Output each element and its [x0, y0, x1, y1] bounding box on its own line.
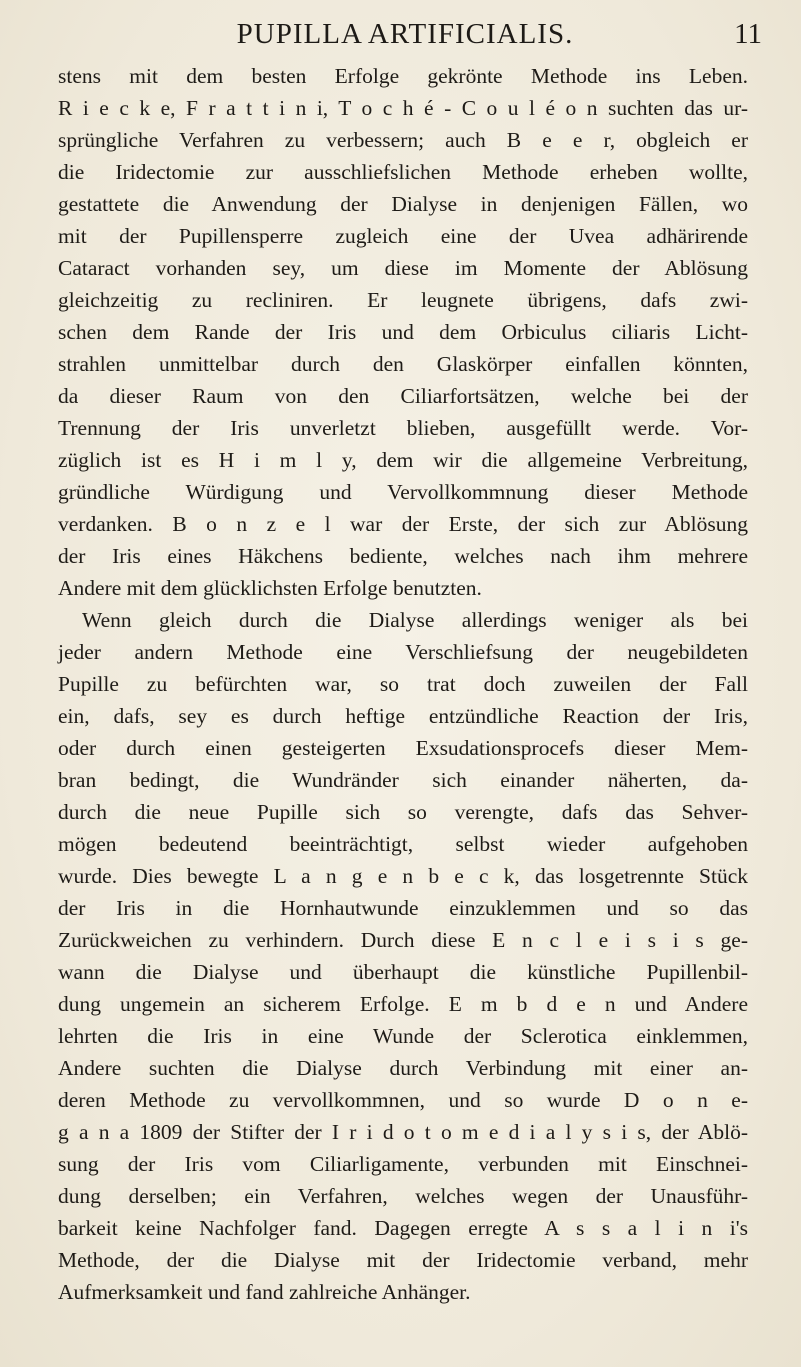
text-line: jeder andern Methode eine Verschliefsung der neugebildeten	[58, 640, 748, 664]
text-line: bran bedingt, die Wundränder sich einander näherten, da-	[58, 768, 748, 792]
text-line: der Iris in die Hornhautwunde einzuklemmen und so das	[58, 896, 748, 920]
text-line: Andere mit dem glücklichsten Erfolge benutzten.	[58, 576, 482, 600]
text-line: gestattete die Anwendung der Dialyse in denjenigen Fällen, wo	[58, 192, 748, 216]
text-line: dung ungemein an sicherem Erfolge. E m b d e n und Andere	[58, 992, 748, 1016]
text-line: sprüngliche Verfahren zu verbessern; auch B e e r, obgleich er	[58, 128, 748, 152]
body-text	[58, 60, 748, 1308]
text-line: gründliche Würdigung und Vervollkommnung dieser Methode	[58, 480, 748, 504]
text-line: schen dem Rande der Iris und dem Orbiculus ciliaris Licht-	[58, 320, 748, 344]
text-line: züglich ist es H i m l y, dem wir die allgemeine Verbreitung,	[58, 448, 748, 472]
text-line: mögen bedeutend beeinträchtigt, selbst wieder aufgehoben	[58, 832, 748, 856]
page-number: 11	[734, 18, 762, 50]
text-line: wann die Dialyse und überhaupt die künstliche Pupillenbil-	[58, 960, 748, 984]
text-line: wurde. Dies bewegte L a n g e n b e c k, das losgetrennte Stück	[58, 864, 748, 888]
text-line: mit der Pupillensperre zugleich eine der Uvea adhärirende	[58, 224, 748, 248]
text-line: barkeit keine Nachfolger fand. Dagegen erregte A s s a l i n i's	[58, 1216, 748, 1240]
text-line: Trennung der Iris unverletzt blieben, ausgefüllt werde. Vor-	[58, 416, 748, 440]
text-line: Pupille zu befürchten war, so trat doch zuweilen der Fall	[58, 672, 748, 696]
text-line: Aufmerksamkeit und fand zahlreiche Anhänger.	[58, 1280, 471, 1304]
text-line: dung derselben; ein Verfahren, welches wegen der Unausführ-	[58, 1184, 748, 1208]
text-line: gleichzeitig zu recliniren. Er leugnete übrigens, dafs zwi-	[58, 288, 748, 312]
text-line: ein, dafs, sey es durch heftige entzündliche Reaction der Iris,	[58, 704, 748, 728]
text-line: g a n a 1809 der Stifter der I r i d o t o m e d i a l y s i s, der Ablö-	[58, 1120, 748, 1144]
text-line: Wenn gleich durch die Dialyse allerdings weniger als bei	[82, 608, 748, 632]
text-line: oder durch einen gesteigerten Exsudationsprocefs dieser Mem-	[58, 736, 748, 760]
text-line: stens mit dem besten Erfolge gekrönte Methode ins Leben.	[58, 64, 748, 88]
text-line: deren Methode zu vervollkommnen, und so wurde D o n e-	[58, 1088, 748, 1112]
text-line: Zurückweichen zu verhindern. Durch diese E n c l e i s i s ge-	[58, 928, 748, 952]
text-line: lehrten die Iris in eine Wunde der Sclerotica einklemmen,	[58, 1024, 748, 1048]
text-line: durch die neue Pupille sich so verengte, dafs das Sehver-	[58, 800, 748, 824]
running-title: PUPILLA ARTIFICIALIS.	[236, 18, 574, 50]
text-line: Andere suchten die Dialyse durch Verbindung mit einer an-	[58, 1056, 748, 1080]
text-line: sung der Iris vom Ciliarligamente, verbunden mit Einschnei-	[58, 1152, 748, 1176]
text-line: Methode, der die Dialyse mit der Iridectomie verband, mehr	[58, 1248, 748, 1272]
text-line: R i e c k e, F r a t t i n i, T o c h é - C o u l é o n suchten das ur-	[58, 96, 748, 120]
text-line: verdanken. B o n z e l war der Erste, der sich zur Ablösung	[58, 512, 748, 536]
text-line: da dieser Raum von den Ciliarfortsätzen, welche bei der	[58, 384, 748, 408]
text-line: strahlen unmittelbar durch den Glaskörper einfallen könnten,	[58, 352, 748, 376]
text-line: der Iris eines Häkchens bediente, welches nach ihm mehrere	[58, 544, 748, 568]
text-line: die Iridectomie zur ausschliefslichen Methode erheben wollte,	[58, 160, 748, 184]
running-head	[60, 14, 762, 54]
text-line: Cataract vorhanden sey, um diese im Momente der Ablösung	[58, 256, 748, 280]
